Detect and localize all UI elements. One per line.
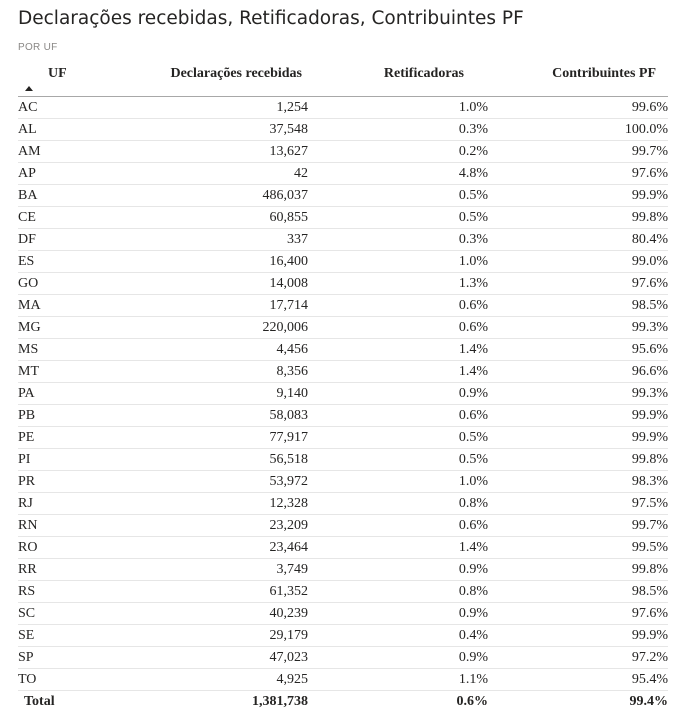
cell-uf: SC [18, 603, 88, 625]
total-contribuintes: 99.4% [488, 691, 668, 713]
cell-retificadoras: 1.4% [308, 339, 488, 361]
cell-uf: RN [18, 515, 88, 537]
cell-retificadoras: 1.3% [308, 273, 488, 295]
table-row[interactable] [18, 603, 668, 625]
cell-contribuintes: 98.3% [488, 471, 668, 493]
table-row[interactable] [18, 537, 668, 559]
cell-declaracoes: 4,456 [88, 339, 308, 361]
cell-retificadoras: 0.5% [308, 207, 488, 229]
column-header-label: UF [18, 62, 88, 82]
cell-uf: ES [18, 251, 88, 273]
table-row[interactable] [18, 361, 668, 383]
cell-uf: BA [18, 185, 88, 207]
cell-retificadoras: 1.0% [308, 471, 488, 493]
cell-contribuintes: 99.8% [488, 449, 668, 471]
cell-retificadoras: 0.5% [308, 427, 488, 449]
table-row[interactable] [18, 559, 668, 581]
table-row[interactable] [18, 229, 668, 251]
cell-uf: PR [18, 471, 88, 493]
cell-declaracoes: 12,328 [88, 493, 308, 515]
cell-declaracoes: 337 [88, 229, 308, 251]
cell-uf: RR [18, 559, 88, 581]
cell-declaracoes: 40,239 [88, 603, 308, 625]
cell-uf: AP [18, 163, 88, 185]
cell-contribuintes: 99.5% [488, 537, 668, 559]
total-row [18, 691, 668, 713]
cell-contribuintes: 99.3% [488, 383, 668, 405]
table-row[interactable] [18, 383, 668, 405]
cell-declaracoes: 42 [88, 163, 308, 185]
cell-contribuintes: 98.5% [488, 581, 668, 603]
cell-declaracoes: 13,627 [88, 141, 308, 163]
cell-contribuintes: 97.6% [488, 273, 668, 295]
cell-uf: PI [18, 449, 88, 471]
table-row[interactable] [18, 295, 668, 317]
cell-retificadoras: 0.8% [308, 493, 488, 515]
cell-uf: PA [18, 383, 88, 405]
cell-uf: SP [18, 647, 88, 669]
cell-contribuintes: 100.0% [488, 119, 668, 141]
table-row[interactable] [18, 163, 668, 185]
cell-uf: MT [18, 361, 88, 383]
cell-contribuintes: 96.6% [488, 361, 668, 383]
cell-uf: GO [18, 273, 88, 295]
cell-contribuintes: 97.6% [488, 163, 668, 185]
cell-uf: AC [18, 97, 88, 119]
cell-retificadoras: 0.4% [308, 625, 488, 647]
cell-uf: TO [18, 669, 88, 691]
cell-contribuintes: 97.6% [488, 603, 668, 625]
table-row[interactable] [18, 251, 668, 273]
table-body [18, 97, 668, 691]
cell-uf: MS [18, 339, 88, 361]
cell-uf: AM [18, 141, 88, 163]
cell-retificadoras: 0.6% [308, 515, 488, 537]
cell-retificadoras: 0.9% [308, 383, 488, 405]
cell-retificadoras: 0.5% [308, 185, 488, 207]
cell-declaracoes: 486,037 [88, 185, 308, 207]
cell-contribuintes: 95.6% [488, 339, 668, 361]
cell-retificadoras: 1.1% [308, 669, 488, 691]
cell-declaracoes: 4,925 [88, 669, 308, 691]
table-row[interactable] [18, 515, 668, 537]
cell-declaracoes: 61,352 [88, 581, 308, 603]
table-row[interactable] [18, 317, 668, 339]
cell-contribuintes: 99.6% [488, 97, 668, 119]
cell-declaracoes: 60,855 [88, 207, 308, 229]
cell-uf: PB [18, 405, 88, 427]
total-label: Total [18, 691, 88, 713]
column-header-contribuintes[interactable] [488, 62, 668, 97]
table-row[interactable] [18, 207, 668, 229]
column-header-label: Declarações recebidas [88, 62, 308, 82]
cell-declaracoes: 8,356 [88, 361, 308, 383]
cell-uf: RS [18, 581, 88, 603]
cell-declaracoes: 77,917 [88, 427, 308, 449]
visual-title: Declarações recebidas, Retificadoras, Contribuintes PF [18, 8, 524, 29]
cell-retificadoras: 1.0% [308, 97, 488, 119]
cell-retificadoras: 0.5% [308, 449, 488, 471]
cell-retificadoras: 0.9% [308, 559, 488, 581]
column-header-declaracoes[interactable] [88, 62, 308, 97]
cell-retificadoras: 0.6% [308, 317, 488, 339]
table-row[interactable] [18, 273, 668, 295]
cell-declaracoes: 220,006 [88, 317, 308, 339]
cell-retificadoras: 1.4% [308, 361, 488, 383]
cell-uf: SE [18, 625, 88, 647]
cell-uf: AL [18, 119, 88, 141]
table-row[interactable] [18, 647, 668, 669]
table-row[interactable] [18, 669, 668, 691]
table-row[interactable] [18, 141, 668, 163]
cell-retificadoras: 0.3% [308, 119, 488, 141]
column-header-label: Retificadoras [308, 62, 488, 82]
cell-retificadoras: 0.2% [308, 141, 488, 163]
cell-retificadoras: 0.6% [308, 295, 488, 317]
cell-uf: MA [18, 295, 88, 317]
cell-declaracoes: 9,140 [88, 383, 308, 405]
cell-uf: RJ [18, 493, 88, 515]
column-header-label: Contribuintes PF [488, 62, 668, 82]
cell-contribuintes: 99.9% [488, 405, 668, 427]
cell-retificadoras: 1.0% [308, 251, 488, 273]
cell-contribuintes: 97.2% [488, 647, 668, 669]
cell-contribuintes: 99.9% [488, 185, 668, 207]
cell-declaracoes: 14,008 [88, 273, 308, 295]
cell-contribuintes: 97.5% [488, 493, 668, 515]
sort-ascending-icon[interactable] [25, 86, 33, 91]
cell-uf: DF [18, 229, 88, 251]
cell-declaracoes: 37,548 [88, 119, 308, 141]
visual-subtitle: POR UF [18, 42, 58, 53]
cell-contribuintes: 99.0% [488, 251, 668, 273]
table-row[interactable] [18, 449, 668, 471]
cell-declaracoes: 17,714 [88, 295, 308, 317]
table-row[interactable] [18, 185, 668, 207]
cell-declaracoes: 3,749 [88, 559, 308, 581]
cell-declaracoes: 16,400 [88, 251, 308, 273]
table-row[interactable] [18, 625, 668, 647]
cell-retificadoras: 0.8% [308, 581, 488, 603]
table-row[interactable] [18, 339, 668, 361]
cell-declaracoes: 53,972 [88, 471, 308, 493]
cell-retificadoras: 0.3% [308, 229, 488, 251]
cell-declaracoes: 56,518 [88, 449, 308, 471]
cell-uf: RO [18, 537, 88, 559]
table-row[interactable] [18, 427, 668, 449]
cell-contribuintes: 99.3% [488, 317, 668, 339]
cell-declaracoes: 23,209 [88, 515, 308, 537]
cell-contribuintes: 80.4% [488, 229, 668, 251]
table-header-row [18, 62, 668, 97]
cell-contribuintes: 99.7% [488, 515, 668, 537]
cell-retificadoras: 0.9% [308, 647, 488, 669]
table-row[interactable] [18, 97, 668, 119]
cell-contribuintes: 99.7% [488, 141, 668, 163]
cell-contribuintes: 99.8% [488, 207, 668, 229]
cell-contribuintes: 99.9% [488, 427, 668, 449]
table-row[interactable] [18, 405, 668, 427]
column-header-retificadoras[interactable] [308, 62, 488, 97]
column-header-uf[interactable] [18, 62, 88, 97]
cell-retificadoras: 0.6% [308, 405, 488, 427]
cell-declaracoes: 29,179 [88, 625, 308, 647]
cell-retificadoras: 0.9% [308, 603, 488, 625]
data-table [18, 62, 668, 713]
cell-declaracoes: 1,254 [88, 97, 308, 119]
cell-uf: PE [18, 427, 88, 449]
cell-contribuintes: 98.5% [488, 295, 668, 317]
cell-retificadoras: 4.8% [308, 163, 488, 185]
cell-declaracoes: 23,464 [88, 537, 308, 559]
total-declaracoes: 1,381,738 [88, 691, 308, 713]
cell-declaracoes: 47,023 [88, 647, 308, 669]
cell-uf: MG [18, 317, 88, 339]
cell-declaracoes: 58,083 [88, 405, 308, 427]
cell-contribuintes: 95.4% [488, 669, 668, 691]
table-row[interactable] [18, 581, 668, 603]
cell-contribuintes: 99.9% [488, 625, 668, 647]
table-row[interactable] [18, 493, 668, 515]
cell-uf: CE [18, 207, 88, 229]
table-row[interactable] [18, 471, 668, 493]
total-retificadoras: 0.6% [308, 691, 488, 713]
cell-contribuintes: 99.8% [488, 559, 668, 581]
table-row[interactable] [18, 119, 668, 141]
cell-retificadoras: 1.4% [308, 537, 488, 559]
